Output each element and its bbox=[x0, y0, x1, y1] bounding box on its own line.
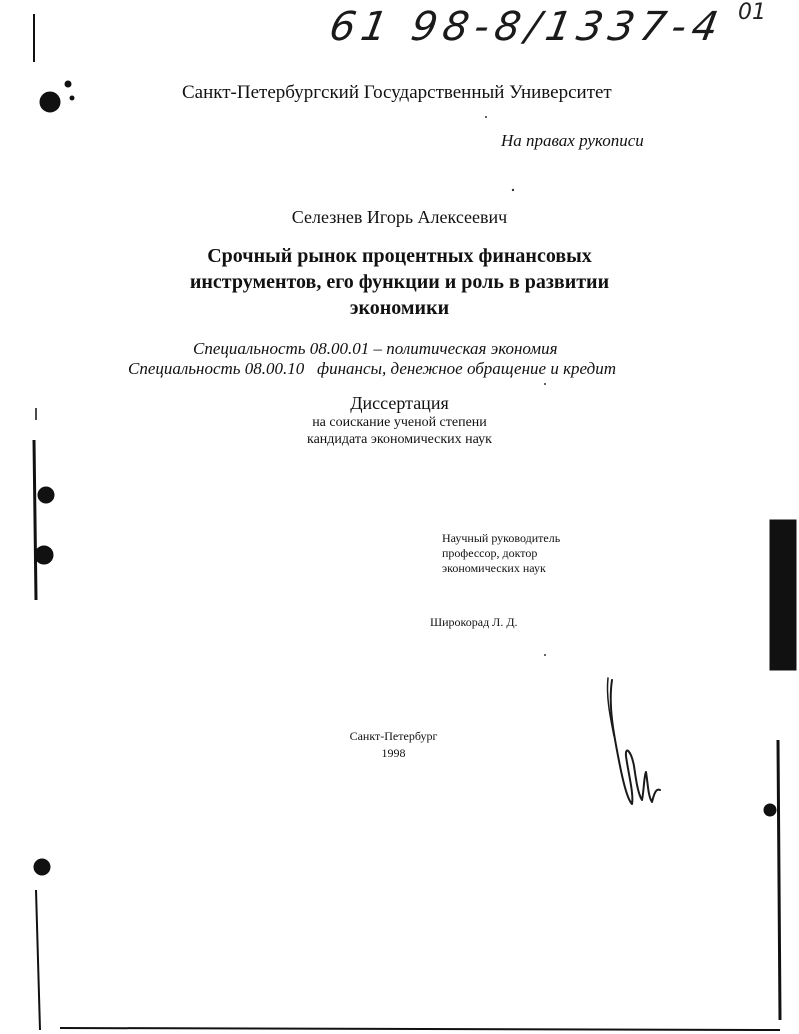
university-name: Санкт-Петербургский Государственный Университет bbox=[182, 82, 612, 103]
year: 1998 bbox=[381, 746, 406, 760]
document-type: Диссертация bbox=[350, 393, 449, 413]
supervisor-degree: экономических наук bbox=[442, 561, 546, 575]
binding-hole-bottom bbox=[34, 859, 50, 875]
specialty-line-2: Специальность 08.00.10 финансы, денежное обращение и кредит bbox=[128, 359, 617, 378]
city: Санкт-Петербург bbox=[349, 729, 438, 743]
title-line: Срочный рынок процентных финансовых bbox=[207, 245, 592, 267]
title-line: экономики bbox=[349, 297, 450, 319]
binding-hole-mid-2 bbox=[35, 546, 53, 564]
author-name: Селезнев Игорь Алексеевич bbox=[291, 207, 508, 227]
handwritten-corner-mark: 01 bbox=[738, 0, 766, 25]
supervisor-title: профессор, доктор bbox=[442, 546, 538, 560]
supervisor-role: Научный руководитель bbox=[442, 531, 561, 545]
dissertation-title bbox=[0, 243, 799, 321]
handwritten-registry-number: 61 98-8/1337-4 bbox=[325, 4, 728, 50]
supervisor-name: Широкорад Л. Д. bbox=[430, 615, 518, 629]
left-edge-marks bbox=[34, 14, 780, 1030]
degree-line-2: кандидата экономических наук bbox=[307, 432, 492, 447]
binding-hole-mid-1 bbox=[38, 487, 54, 503]
specialty-line-1: Специальность 08.00.01 – политическая экономия bbox=[193, 339, 558, 358]
title-line: инструментов, его функции и роль в развитии bbox=[189, 271, 610, 293]
supervisor-block bbox=[442, 531, 560, 576]
right-edge-marks bbox=[764, 520, 796, 1020]
signature bbox=[598, 676, 678, 816]
rights-note: На правах рукописи bbox=[501, 131, 644, 150]
degree-line-1: на соискание ученой степени bbox=[312, 415, 487, 430]
binding-hole-top bbox=[40, 92, 60, 112]
